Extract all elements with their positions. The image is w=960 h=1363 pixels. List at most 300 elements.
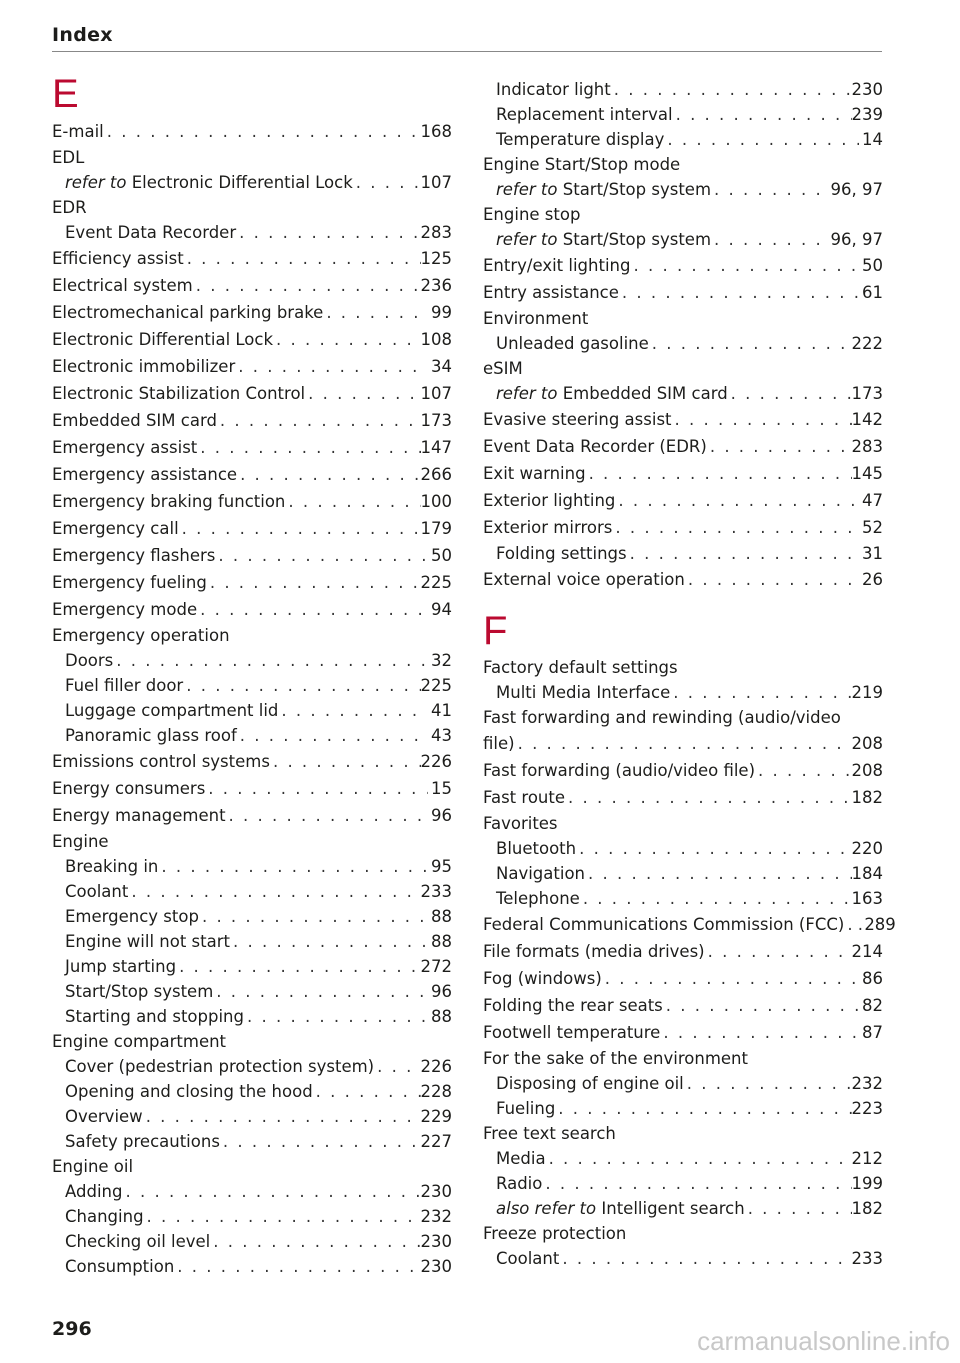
- index-subentry: [52, 673, 452, 698]
- cross-reference-target: Start/Stop system: [562, 230, 712, 249]
- leader-dots: [515, 730, 852, 757]
- index-subentry: [52, 1179, 452, 1204]
- index-subentry: [52, 1254, 452, 1279]
- leader-dots: [580, 886, 852, 911]
- entry-term: Indicator light: [496, 80, 611, 99]
- leader-dots: [217, 407, 421, 434]
- leader-dots: [278, 698, 428, 723]
- leader-dots: [174, 1254, 420, 1279]
- page-reference: 96: [431, 806, 452, 825]
- leader-dots: [244, 1004, 428, 1029]
- index-subentry: [52, 879, 452, 904]
- index-entry: [483, 757, 883, 784]
- entry-term: Replacement interval: [496, 105, 673, 124]
- page-reference: 43: [431, 726, 452, 745]
- leader-dots: [649, 331, 852, 356]
- page-reference: 232: [851, 1074, 883, 1093]
- page-header: Index: [52, 24, 113, 46]
- index-entry: [483, 938, 883, 965]
- leader-dots: [673, 102, 852, 127]
- section-letter-f: F: [483, 609, 508, 653]
- index-subentry: [52, 723, 452, 748]
- page-reference: 208: [851, 761, 883, 780]
- page-reference: 283: [420, 223, 452, 242]
- page-reference: 208: [851, 734, 883, 753]
- index-entry: [52, 802, 452, 829]
- page-reference: 230: [851, 80, 883, 99]
- entry-term: Electrical system: [52, 276, 193, 295]
- index-list-right-e: [483, 77, 883, 593]
- entry-term: Consumption: [65, 1257, 175, 1276]
- leader-dots: [576, 836, 851, 861]
- index-entry: [52, 596, 452, 623]
- leader-dots: [685, 566, 859, 593]
- leader-dots: [199, 904, 428, 929]
- entry-term: Bluetooth: [496, 839, 577, 858]
- index-entry: [52, 407, 452, 434]
- page-reference: 212: [851, 1149, 883, 1168]
- index-entry: [52, 775, 452, 802]
- index-entry: [483, 965, 883, 992]
- index-entry: [483, 1019, 883, 1046]
- page-reference: 182: [851, 1199, 883, 1218]
- entry-term: Exit warning: [483, 464, 586, 483]
- page-reference: 108: [420, 330, 452, 349]
- entry-term: Temperature display: [496, 130, 665, 149]
- entry-term: Emergency assist: [52, 438, 198, 457]
- page-reference: 223: [851, 1099, 883, 1118]
- page-reference: 199: [851, 1174, 883, 1193]
- index-entry: [52, 299, 452, 326]
- entry-term: Energy management: [52, 806, 226, 825]
- leader-dots: [615, 487, 859, 514]
- leader-dots: [207, 569, 421, 596]
- page-reference: 226: [420, 752, 452, 771]
- index-subentry: [483, 541, 883, 566]
- entry-term: Coolant: [65, 882, 129, 901]
- leader-dots: [237, 461, 420, 488]
- leader-dots: [236, 220, 420, 245]
- entry-term: Navigation: [496, 864, 585, 883]
- index-subentry: [52, 220, 452, 245]
- leader-dots: [707, 433, 852, 460]
- index-entry: [52, 515, 452, 542]
- entry-term: Emergency braking function: [52, 492, 286, 511]
- leader-dots: [670, 680, 851, 705]
- entry-term: Cover (pedestrian protection system): [65, 1057, 375, 1076]
- entry-term: Panoramic glass roof: [65, 726, 237, 745]
- entry-term: Fast route: [483, 788, 565, 807]
- page-reference: 168: [420, 122, 452, 141]
- page-reference: 142: [851, 410, 883, 429]
- leader-dots: [313, 1079, 421, 1104]
- leader-dots: [660, 1019, 859, 1046]
- cross-reference-label: refer to: [496, 384, 558, 403]
- page-reference: 228: [420, 1082, 452, 1101]
- leader-dots: [193, 272, 421, 299]
- page-reference: 182: [851, 788, 883, 807]
- page-reference: 88: [431, 1007, 452, 1026]
- entry-term: [496, 381, 728, 406]
- page-reference: 230: [420, 1257, 452, 1276]
- leader-dots: [184, 245, 421, 272]
- cross-reference-target: Intelligent search: [601, 1199, 745, 1218]
- index-entry: [483, 992, 883, 1019]
- index-subentry: [483, 1196, 883, 1221]
- leader-dots: [235, 353, 428, 380]
- entry-term: Jump starting: [65, 957, 177, 976]
- entry-term: Breaking in: [65, 857, 159, 876]
- entry-term: Disposing of engine oil: [496, 1074, 684, 1093]
- entry-term: Electronic Stabilization Control: [52, 384, 306, 403]
- index-subentry: [483, 227, 883, 252]
- page-reference: 214: [851, 942, 883, 961]
- entry-term: Adding: [65, 1182, 123, 1201]
- leader-dots: [542, 1171, 851, 1196]
- entry-term: Coolant: [496, 1249, 560, 1268]
- index-subentry: [52, 1054, 452, 1079]
- page-reference: 272: [420, 957, 452, 976]
- entry-term: Doors: [65, 651, 114, 670]
- leader-dots: [585, 861, 852, 886]
- page-reference: 15: [431, 779, 452, 798]
- entry-term: Multi Media Interface: [496, 683, 671, 702]
- index-heading: Favorites: [483, 814, 558, 833]
- leader-dots: [213, 979, 428, 1004]
- entry-term: Electromechanical parking brake: [52, 303, 324, 322]
- index-entry: [483, 911, 896, 938]
- entry-term: [65, 170, 353, 195]
- index-entry: [483, 514, 883, 541]
- leader-dots: [627, 541, 859, 566]
- page-reference: 34: [431, 357, 452, 376]
- entry-term: Efficiency assist: [52, 249, 184, 268]
- leader-dots: [273, 326, 420, 353]
- leader-dots: [586, 460, 852, 487]
- index-subentry: [52, 1079, 452, 1104]
- leader-dots: [612, 514, 859, 541]
- index-entry: [483, 460, 883, 487]
- entry-term: Radio: [496, 1174, 543, 1193]
- page-number: 296: [52, 1318, 92, 1340]
- index-heading: Engine: [52, 832, 109, 851]
- leader-dots: [353, 170, 421, 195]
- page-reference: 239: [851, 105, 883, 124]
- index-heading: Emergency operation: [52, 626, 230, 645]
- page-reference: 173: [420, 411, 452, 430]
- page-reference: 125: [420, 249, 452, 268]
- index-subentry: [483, 836, 883, 861]
- page-reference: 94: [431, 600, 452, 619]
- entry-term: Opening and closing the hood: [65, 1082, 313, 1101]
- entry-term: Event Data Recorder (EDR): [483, 437, 707, 456]
- entry-term: Event Data Recorder: [65, 223, 237, 242]
- leader-dots: [215, 542, 428, 569]
- entry-term: E-mail: [52, 122, 104, 141]
- index-heading: Factory default settings: [483, 658, 678, 677]
- page-reference: 52: [862, 518, 883, 537]
- entry-term: file): [483, 734, 515, 753]
- index-heading: EDL: [52, 148, 85, 167]
- entry-term: Emergency mode: [52, 600, 198, 619]
- leader-dots: [197, 434, 420, 461]
- page-reference: 232: [420, 1207, 452, 1226]
- leader-dots: [183, 673, 420, 698]
- index-heading: Free text search: [483, 1124, 616, 1143]
- entry-term: Start/Stop system: [65, 982, 214, 1001]
- index-subentry: [52, 698, 452, 723]
- index-heading: Engine compartment: [52, 1032, 227, 1051]
- section-letter-e: E: [52, 72, 79, 116]
- page-reference: 31: [862, 544, 883, 563]
- index-entry: [483, 252, 883, 279]
- leader-dots: [705, 938, 852, 965]
- leader-dots: [205, 775, 428, 802]
- leader-dots: [176, 954, 420, 979]
- index-subentry: [52, 1204, 452, 1229]
- index-subentry: [52, 1229, 452, 1254]
- page-reference: 88: [431, 907, 452, 926]
- page-reference: 184: [851, 864, 883, 883]
- page-reference: 14: [862, 130, 883, 149]
- entry-term: Starting and stopping: [65, 1007, 244, 1026]
- index-column-left: [52, 72, 452, 1279]
- leader-dots: [197, 596, 428, 623]
- index-entry: [483, 433, 883, 460]
- page-reference: 230: [420, 1182, 452, 1201]
- page-reference: 163: [851, 889, 883, 908]
- entry-term: Emergency fueling: [52, 573, 207, 592]
- entry-term: Footwell temperature: [483, 1023, 661, 1042]
- page-reference: 100: [420, 492, 452, 511]
- index-entry: [483, 406, 883, 433]
- leader-dots: [619, 279, 859, 306]
- page-reference: 96, 97: [830, 180, 883, 199]
- leader-dots: [104, 118, 421, 145]
- leader-dots: [555, 1096, 851, 1121]
- leader-dots: [144, 1204, 421, 1229]
- index-subentry: [52, 648, 452, 673]
- entry-term: Embedded SIM card: [52, 411, 217, 430]
- page-reference: 233: [420, 882, 452, 901]
- leader-dots: [285, 488, 420, 515]
- entry-term: Emergency call: [52, 519, 179, 538]
- leader-dots: [711, 177, 830, 202]
- index-entry: [52, 118, 452, 145]
- leader-dots: [755, 757, 851, 784]
- cross-reference-label: refer to: [496, 230, 558, 249]
- index-entry: [52, 353, 452, 380]
- page-reference: 50: [431, 546, 452, 565]
- leader-dots: [210, 1229, 420, 1254]
- page-reference: 222: [851, 334, 883, 353]
- leader-dots: [230, 929, 428, 954]
- entry-term: [496, 177, 711, 202]
- entry-term: Exterior lighting: [483, 491, 616, 510]
- page-reference: 26: [862, 570, 883, 589]
- index-entry: [52, 434, 452, 461]
- index-entry: [483, 566, 883, 593]
- page-reference: 96, 97: [830, 230, 883, 249]
- entry-term: Luggage compartment lid: [65, 701, 279, 720]
- leader-dots: [844, 911, 864, 938]
- page-reference: 220: [851, 839, 883, 858]
- page-reference: 61: [862, 283, 883, 302]
- page-reference: 96: [431, 982, 452, 1001]
- page-reference: 50: [862, 256, 883, 275]
- leader-dots: [128, 879, 420, 904]
- leader-dots: [711, 227, 830, 252]
- page-reference: 86: [862, 969, 883, 988]
- page-reference: 41: [431, 701, 452, 720]
- index-heading: Freeze protection: [483, 1224, 627, 1243]
- page-reference: 226: [420, 1057, 452, 1076]
- index-subentry: [483, 1096, 883, 1121]
- index-subentry: [52, 1004, 452, 1029]
- index-subentry: [52, 170, 452, 195]
- page-reference: 173: [851, 384, 883, 403]
- entry-term: Overview: [65, 1107, 143, 1126]
- entry-term: Evasive steering assist: [483, 410, 672, 429]
- entry-term: Folding the rear seats: [483, 996, 663, 1015]
- leader-dots: [158, 854, 428, 879]
- page-reference: 82: [862, 996, 883, 1015]
- index-subentry: [483, 1246, 883, 1271]
- entry-term: Telephone: [496, 889, 580, 908]
- page-reference: 47: [862, 491, 883, 510]
- leader-dots: [630, 252, 859, 279]
- entry-term: Checking oil level: [65, 1232, 211, 1251]
- page-reference: 225: [420, 573, 452, 592]
- page-reference: 227: [420, 1132, 452, 1151]
- entry-term: Emergency assistance: [52, 465, 238, 484]
- cross-reference-label: also refer to: [496, 1199, 597, 1218]
- index-subentry: [483, 177, 883, 202]
- leader-dots: [672, 406, 852, 433]
- cross-reference-target: Start/Stop system: [562, 180, 712, 199]
- index-subentry: [483, 1171, 883, 1196]
- index-heading: Fast forwarding and rewinding (audio/video: [483, 708, 841, 727]
- index-entry: [52, 245, 452, 272]
- page-reference: 32: [431, 651, 452, 670]
- page-reference: 289: [864, 915, 896, 934]
- page-reference: 219: [851, 683, 883, 702]
- entry-term: Folding settings: [496, 544, 627, 563]
- page-reference: 99: [431, 303, 452, 322]
- leader-dots: [611, 77, 852, 102]
- leader-dots: [237, 723, 428, 748]
- page-reference: 266: [420, 465, 452, 484]
- index-subentry: [52, 854, 452, 879]
- index-heading: Engine oil: [52, 1157, 134, 1176]
- entry-term: Federal Communications Commission (FCC): [483, 915, 845, 934]
- leader-dots: [122, 1179, 420, 1204]
- leader-dots: [270, 748, 421, 775]
- entry-term: Fast forwarding (audio/video file): [483, 761, 756, 780]
- leader-dots: [663, 992, 859, 1019]
- entry-term: External voice operation: [483, 570, 685, 589]
- leader-dots: [179, 515, 421, 542]
- index-subentry: [52, 1129, 452, 1154]
- page-reference: 88: [431, 932, 452, 951]
- page-reference: 179: [420, 519, 452, 538]
- index-subentry: [483, 102, 883, 127]
- leader-dots: [323, 299, 428, 326]
- entry-term: Electronic Differential Lock: [52, 330, 274, 349]
- index-subentry: [483, 77, 883, 102]
- index-heading: EDR: [52, 198, 87, 217]
- index-subentry: [52, 979, 452, 1004]
- index-entry: [52, 380, 452, 407]
- index-subentry: [483, 1071, 883, 1096]
- index-entry: [483, 487, 883, 514]
- page-reference: 145: [851, 464, 883, 483]
- entry-term: Entry/exit lighting: [483, 256, 631, 275]
- cross-reference-label: refer to: [65, 173, 127, 192]
- entry-term: Electronic immobilizer: [52, 357, 236, 376]
- page-reference: 230: [420, 1232, 452, 1251]
- cross-reference-target: Electronic Differential Lock: [131, 173, 353, 192]
- index-entry: [52, 272, 452, 299]
- leader-dots: [745, 1196, 852, 1221]
- leader-dots: [226, 802, 428, 829]
- entry-term: Unleaded gasoline: [496, 334, 649, 353]
- index-entry: [483, 730, 883, 757]
- index-entry: [52, 461, 452, 488]
- entry-term: Fuel filler door: [65, 676, 184, 695]
- leader-dots: [305, 380, 420, 407]
- entry-term: Emergency flashers: [52, 546, 216, 565]
- leader-dots: [559, 1246, 851, 1271]
- index-heading: Engine Start/Stop mode: [483, 155, 681, 174]
- page-reference: 283: [851, 437, 883, 456]
- index-subentry: [483, 1146, 883, 1171]
- entry-term: Emergency stop: [65, 907, 199, 926]
- entry-term: [496, 227, 711, 252]
- index-list-right-f: [483, 655, 896, 1271]
- page-reference: 107: [420, 173, 452, 192]
- index-heading: Environment: [483, 309, 589, 328]
- entry-term: [496, 1196, 745, 1221]
- index-heading: eSIM: [483, 359, 523, 378]
- header-divider: [52, 51, 882, 52]
- leader-dots: [113, 648, 428, 673]
- index-subentry: [52, 1104, 452, 1129]
- leader-dots: [220, 1129, 421, 1154]
- index-entry: [52, 542, 452, 569]
- entry-term: Emissions control systems: [52, 752, 270, 771]
- page-reference: 147: [420, 438, 452, 457]
- index-entry: [52, 488, 452, 515]
- entry-term: Energy consumers: [52, 779, 206, 798]
- page-reference: 233: [851, 1249, 883, 1268]
- index-subentry: [52, 904, 452, 929]
- index-subentry: [483, 861, 883, 886]
- index-heading: Engine stop: [483, 205, 581, 224]
- index-entry: [483, 279, 883, 306]
- page-reference: 95: [431, 857, 452, 876]
- entry-term: Media: [496, 1149, 546, 1168]
- leader-dots: [684, 1071, 852, 1096]
- index-heading: For the sake of the environment: [483, 1049, 748, 1068]
- entry-term: Fueling: [496, 1099, 556, 1118]
- index-entry: [52, 326, 452, 353]
- entry-term: Engine will not start: [65, 932, 230, 951]
- index-subentry: [483, 680, 883, 705]
- entry-term: Fog (windows): [483, 969, 602, 988]
- entry-term: Entry assistance: [483, 283, 619, 302]
- index-subentry: [52, 929, 452, 954]
